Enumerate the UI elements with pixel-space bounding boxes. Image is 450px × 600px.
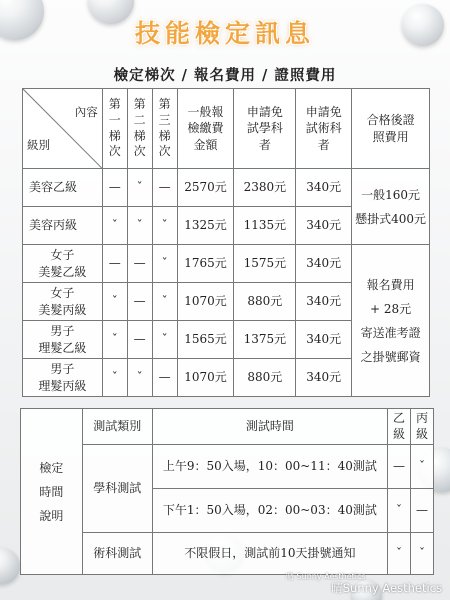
text-line: 者 bbox=[258, 137, 271, 152]
batch-3-mark: — bbox=[152, 169, 177, 207]
table-row bbox=[21, 533, 434, 575]
watermark-small: 晴 Sunny Aesthetics bbox=[286, 572, 366, 581]
text-line: 次 bbox=[108, 144, 121, 159]
general-fee-value: 1565元 bbox=[177, 321, 234, 359]
batch-2-mark: ˇ bbox=[127, 207, 152, 245]
test-time-table bbox=[20, 408, 434, 575]
grade-b-mark: — bbox=[388, 445, 411, 489]
text-line: 者 bbox=[317, 137, 330, 152]
exempt-written-value: 2380元 bbox=[234, 169, 296, 207]
exempt-practical-value: 340元 bbox=[296, 169, 352, 207]
general-fee-value: 1070元 bbox=[177, 283, 234, 321]
header-level-label: 級別 bbox=[27, 138, 50, 153]
batch-1-mark: ˇ bbox=[102, 283, 127, 321]
level-cell: 女子 美髮乙級 bbox=[23, 245, 103, 283]
text-line: 試術科 bbox=[305, 121, 342, 136]
batch-2-mark: — bbox=[127, 283, 152, 321]
text-line: 之掛號郵資 bbox=[360, 349, 421, 364]
grade-c-mark: ˇ bbox=[411, 533, 434, 575]
text-line: 次 bbox=[158, 144, 171, 159]
batch-1-mark: ˇ bbox=[102, 321, 127, 359]
header-grade-b bbox=[388, 409, 411, 445]
text-line: 時間 bbox=[39, 484, 64, 499]
exempt-written-value: 880元 bbox=[234, 283, 296, 321]
header-test-type: 測試類別 bbox=[82, 409, 152, 445]
test-time-value: 下午1：50入場，02：00~03：40測試 bbox=[152, 489, 387, 533]
batch-1-mark: — bbox=[102, 245, 127, 283]
batch-1-mark: ˇ bbox=[102, 207, 127, 245]
grade-c-mark: — bbox=[411, 489, 434, 533]
time-side-label bbox=[21, 409, 83, 575]
exempt-practical-value: 340元 bbox=[296, 321, 352, 359]
text-line: 一般報 bbox=[187, 105, 224, 120]
exempt-written-value: 880元 bbox=[234, 359, 296, 397]
batch-2-mark: ˇ bbox=[127, 169, 152, 207]
general-fee-value: 1070元 bbox=[177, 359, 234, 397]
level-cell: 女子 美髮丙級 bbox=[23, 283, 103, 321]
grade-c-mark: ˇ bbox=[411, 445, 434, 489]
header-batch-1 bbox=[102, 89, 127, 169]
general-fee-value: 1325元 bbox=[177, 207, 234, 245]
level-cell: 男子 理髮乙級 bbox=[23, 321, 103, 359]
header-grade-c bbox=[411, 409, 434, 445]
test-time-value: 不限假日，測試前10天掛號通知 bbox=[152, 533, 387, 575]
level-cell: 男子 理髮丙級 bbox=[23, 359, 103, 397]
time-table-header bbox=[21, 409, 434, 445]
text-line: 梯 bbox=[133, 128, 146, 143]
text-line: 第 bbox=[158, 97, 171, 112]
written-test-label: 學科測試 bbox=[82, 445, 152, 533]
text-line: 第 bbox=[108, 97, 121, 112]
text-line: 寄送准考證 bbox=[360, 325, 421, 340]
batch-1-mark: — bbox=[102, 169, 127, 207]
fee-table-header bbox=[23, 89, 430, 169]
batch-2-mark: ˇ bbox=[127, 359, 152, 397]
text-line: 申請免 bbox=[246, 105, 283, 120]
level-cell: 美容丙級 bbox=[23, 207, 103, 245]
batch-2-mark: — bbox=[127, 321, 152, 359]
exempt-written-value: 1375元 bbox=[234, 321, 296, 359]
exempt-practical-value: 340元 bbox=[296, 283, 352, 321]
text-line: 照費用 bbox=[372, 129, 409, 144]
header-batch-2 bbox=[127, 89, 152, 169]
header-general-fee bbox=[177, 89, 234, 169]
text-line: 丙 bbox=[415, 410, 428, 425]
header-exempt-written bbox=[234, 89, 296, 169]
page-title: 技能檢定訊息 bbox=[134, 19, 315, 48]
text-line: 次 bbox=[133, 144, 146, 159]
table-row bbox=[23, 169, 430, 207]
text-line: 金額 bbox=[193, 137, 218, 152]
text-line: 級 bbox=[415, 426, 428, 441]
text-line: 懸掛式400元 bbox=[355, 211, 427, 226]
table-row bbox=[23, 245, 430, 283]
text-line: 梯 bbox=[158, 128, 171, 143]
level-cell: 美容乙級 bbox=[23, 169, 103, 207]
text-line: 檢繳費 bbox=[187, 121, 224, 136]
batch-1-mark: ˇ bbox=[102, 359, 127, 397]
table-row bbox=[21, 445, 434, 489]
text-line: 梯 bbox=[108, 128, 121, 143]
text-line: 級 bbox=[393, 426, 406, 441]
batch-3-mark: ˇ bbox=[152, 245, 177, 283]
text-line: 檢定 bbox=[39, 460, 64, 475]
batch-3-mark: — bbox=[152, 359, 177, 397]
exempt-written-value: 1575元 bbox=[234, 245, 296, 283]
exempt-written-value: 1135元 bbox=[234, 207, 296, 245]
batch-3-mark: ˇ bbox=[152, 321, 177, 359]
text-line: 一 bbox=[108, 112, 121, 127]
text-line: 報名費用 bbox=[366, 277, 415, 292]
text-line: 申請免 bbox=[305, 105, 342, 120]
cert-fee-note-2 bbox=[352, 245, 430, 397]
text-line: 一般160元 bbox=[361, 187, 421, 202]
general-fee-value: 1765元 bbox=[177, 245, 234, 283]
batch-3-mark: ˇ bbox=[152, 283, 177, 321]
practical-test-label: 術科測試 bbox=[82, 533, 152, 575]
text-line: 合格後證 bbox=[366, 113, 415, 128]
test-time-value: 上午9：50入場，10：00~11：40測試 bbox=[152, 445, 387, 489]
fee-table bbox=[22, 88, 430, 397]
exempt-practical-value: 340元 bbox=[296, 245, 352, 283]
header-cert-fee bbox=[352, 89, 430, 169]
text-line: 三 bbox=[158, 112, 171, 127]
cert-fee-note-1 bbox=[352, 169, 430, 245]
exempt-practical-value: 340元 bbox=[296, 359, 352, 397]
text-line: + 28元 bbox=[370, 301, 412, 316]
page-subtitle: 檢定梯次 / 報名費用 / 證照費用 bbox=[113, 67, 337, 84]
grade-b-mark: ˇ bbox=[388, 533, 411, 575]
watermark: 晴Sunny Aesthetics bbox=[331, 581, 442, 595]
header-exempt-practical bbox=[296, 89, 352, 169]
general-fee-value: 2570元 bbox=[177, 169, 234, 207]
text-line: 第 bbox=[133, 97, 146, 112]
text-line: 二 bbox=[133, 112, 146, 127]
title-banner bbox=[0, 14, 450, 50]
header-content-label: 內容 bbox=[74, 105, 98, 119]
text-line: 乙 bbox=[393, 410, 406, 425]
exempt-practical-value: 340元 bbox=[296, 207, 352, 245]
text-line: 試學科 bbox=[246, 121, 283, 136]
water-drop-decoration bbox=[0, 548, 20, 584]
header-batch-3 bbox=[152, 89, 177, 169]
text-line: 說明 bbox=[39, 508, 64, 523]
header-test-time: 測試時間 bbox=[152, 409, 387, 445]
batch-3-mark: ˇ bbox=[152, 207, 177, 245]
grade-b-mark: ˇ bbox=[388, 489, 411, 533]
header-diagonal-cell bbox=[23, 89, 103, 169]
batch-2-mark: — bbox=[127, 245, 152, 283]
